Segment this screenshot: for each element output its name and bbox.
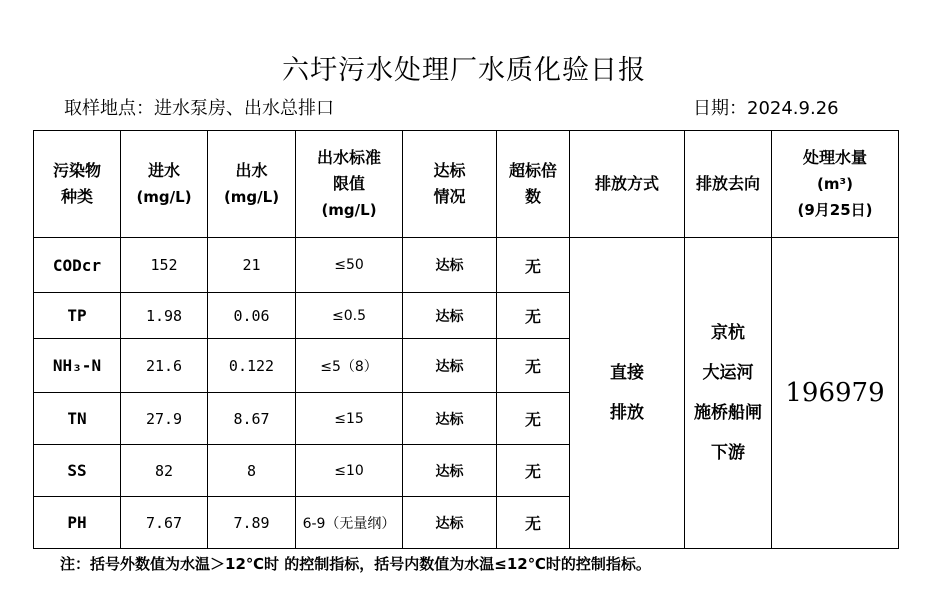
- outflow-value: 0.06: [208, 293, 296, 339]
- inflow-value: 82: [121, 445, 208, 497]
- discharge-method: 直接 排放: [570, 238, 685, 549]
- table-row: [34, 238, 899, 293]
- header-exceed: 超标倍 数: [497, 131, 570, 238]
- header-discharge-method: 排放方式: [570, 131, 685, 238]
- inflow-value: 1.98: [121, 293, 208, 339]
- exceed-value: 无: [497, 445, 570, 497]
- outflow-value: 8.67: [208, 393, 296, 445]
- compliance-value: 达标: [403, 238, 497, 293]
- exceed-value: 无: [497, 393, 570, 445]
- treated-volume: 196979: [772, 238, 899, 549]
- outflow-value: 0.122: [208, 339, 296, 393]
- sampling-location: 取样地点：进水泵房、出水总排口: [64, 98, 334, 119]
- header-pollutant: 污染物 种类: [34, 131, 121, 238]
- report-title: 六圩污水处理厂水质化验日报: [282, 55, 646, 86]
- exceed-value: 无: [497, 293, 570, 339]
- table-header-row: [34, 131, 899, 238]
- discharge-direction: 京杭 大运河 施桥船闸 下游: [685, 238, 772, 549]
- footnote: 注：括号外数值为水温＞12℃时 的控制指标，括号内数值为水温≤12℃时的控制指标。: [60, 555, 651, 573]
- inflow-value: 7.67: [121, 497, 208, 549]
- header-volume: 处理水量 (m³) (9月25日): [772, 131, 899, 238]
- inflow-value: 152: [121, 238, 208, 293]
- pollutant-name: CODcr: [34, 238, 121, 293]
- pollutant-name: TP: [34, 293, 121, 339]
- exceed-value: 无: [497, 497, 570, 549]
- compliance-value: 达标: [403, 339, 497, 393]
- report-date: 日期：2024.9.26: [693, 98, 839, 119]
- limit-value: ≤0.5: [296, 293, 403, 339]
- limit-value: ≤15: [296, 393, 403, 445]
- water-quality-table: [33, 130, 899, 549]
- header-inflow: 进水 (mg/L): [121, 131, 208, 238]
- pollutant-name: TN: [34, 393, 121, 445]
- pollutant-name: SS: [34, 445, 121, 497]
- limit-value: ≤10: [296, 445, 403, 497]
- pollutant-name: NH₃-N: [34, 339, 121, 393]
- outflow-value: 8: [208, 445, 296, 497]
- inflow-value: 21.6: [121, 339, 208, 393]
- pollutant-name: PH: [34, 497, 121, 549]
- limit-value: ≤5（8）: [296, 339, 403, 393]
- limit-value: ≤50: [296, 238, 403, 293]
- header-outflow: 出水 (mg/L): [208, 131, 296, 238]
- header-discharge-direction: 排放去向: [685, 131, 772, 238]
- header-limit: 出水标准 限值 (mg/L): [296, 131, 403, 238]
- inflow-value: 27.9: [121, 393, 208, 445]
- limit-value: 6-9（无量纲）: [296, 497, 403, 549]
- compliance-value: 达标: [403, 497, 497, 549]
- exceed-value: 无: [497, 238, 570, 293]
- compliance-value: 达标: [403, 445, 497, 497]
- compliance-value: 达标: [403, 293, 497, 339]
- compliance-value: 达标: [403, 393, 497, 445]
- header-compliance: 达标 情况: [403, 131, 497, 238]
- exceed-value: 无: [497, 339, 570, 393]
- outflow-value: 7.89: [208, 497, 296, 549]
- outflow-value: 21: [208, 238, 296, 293]
